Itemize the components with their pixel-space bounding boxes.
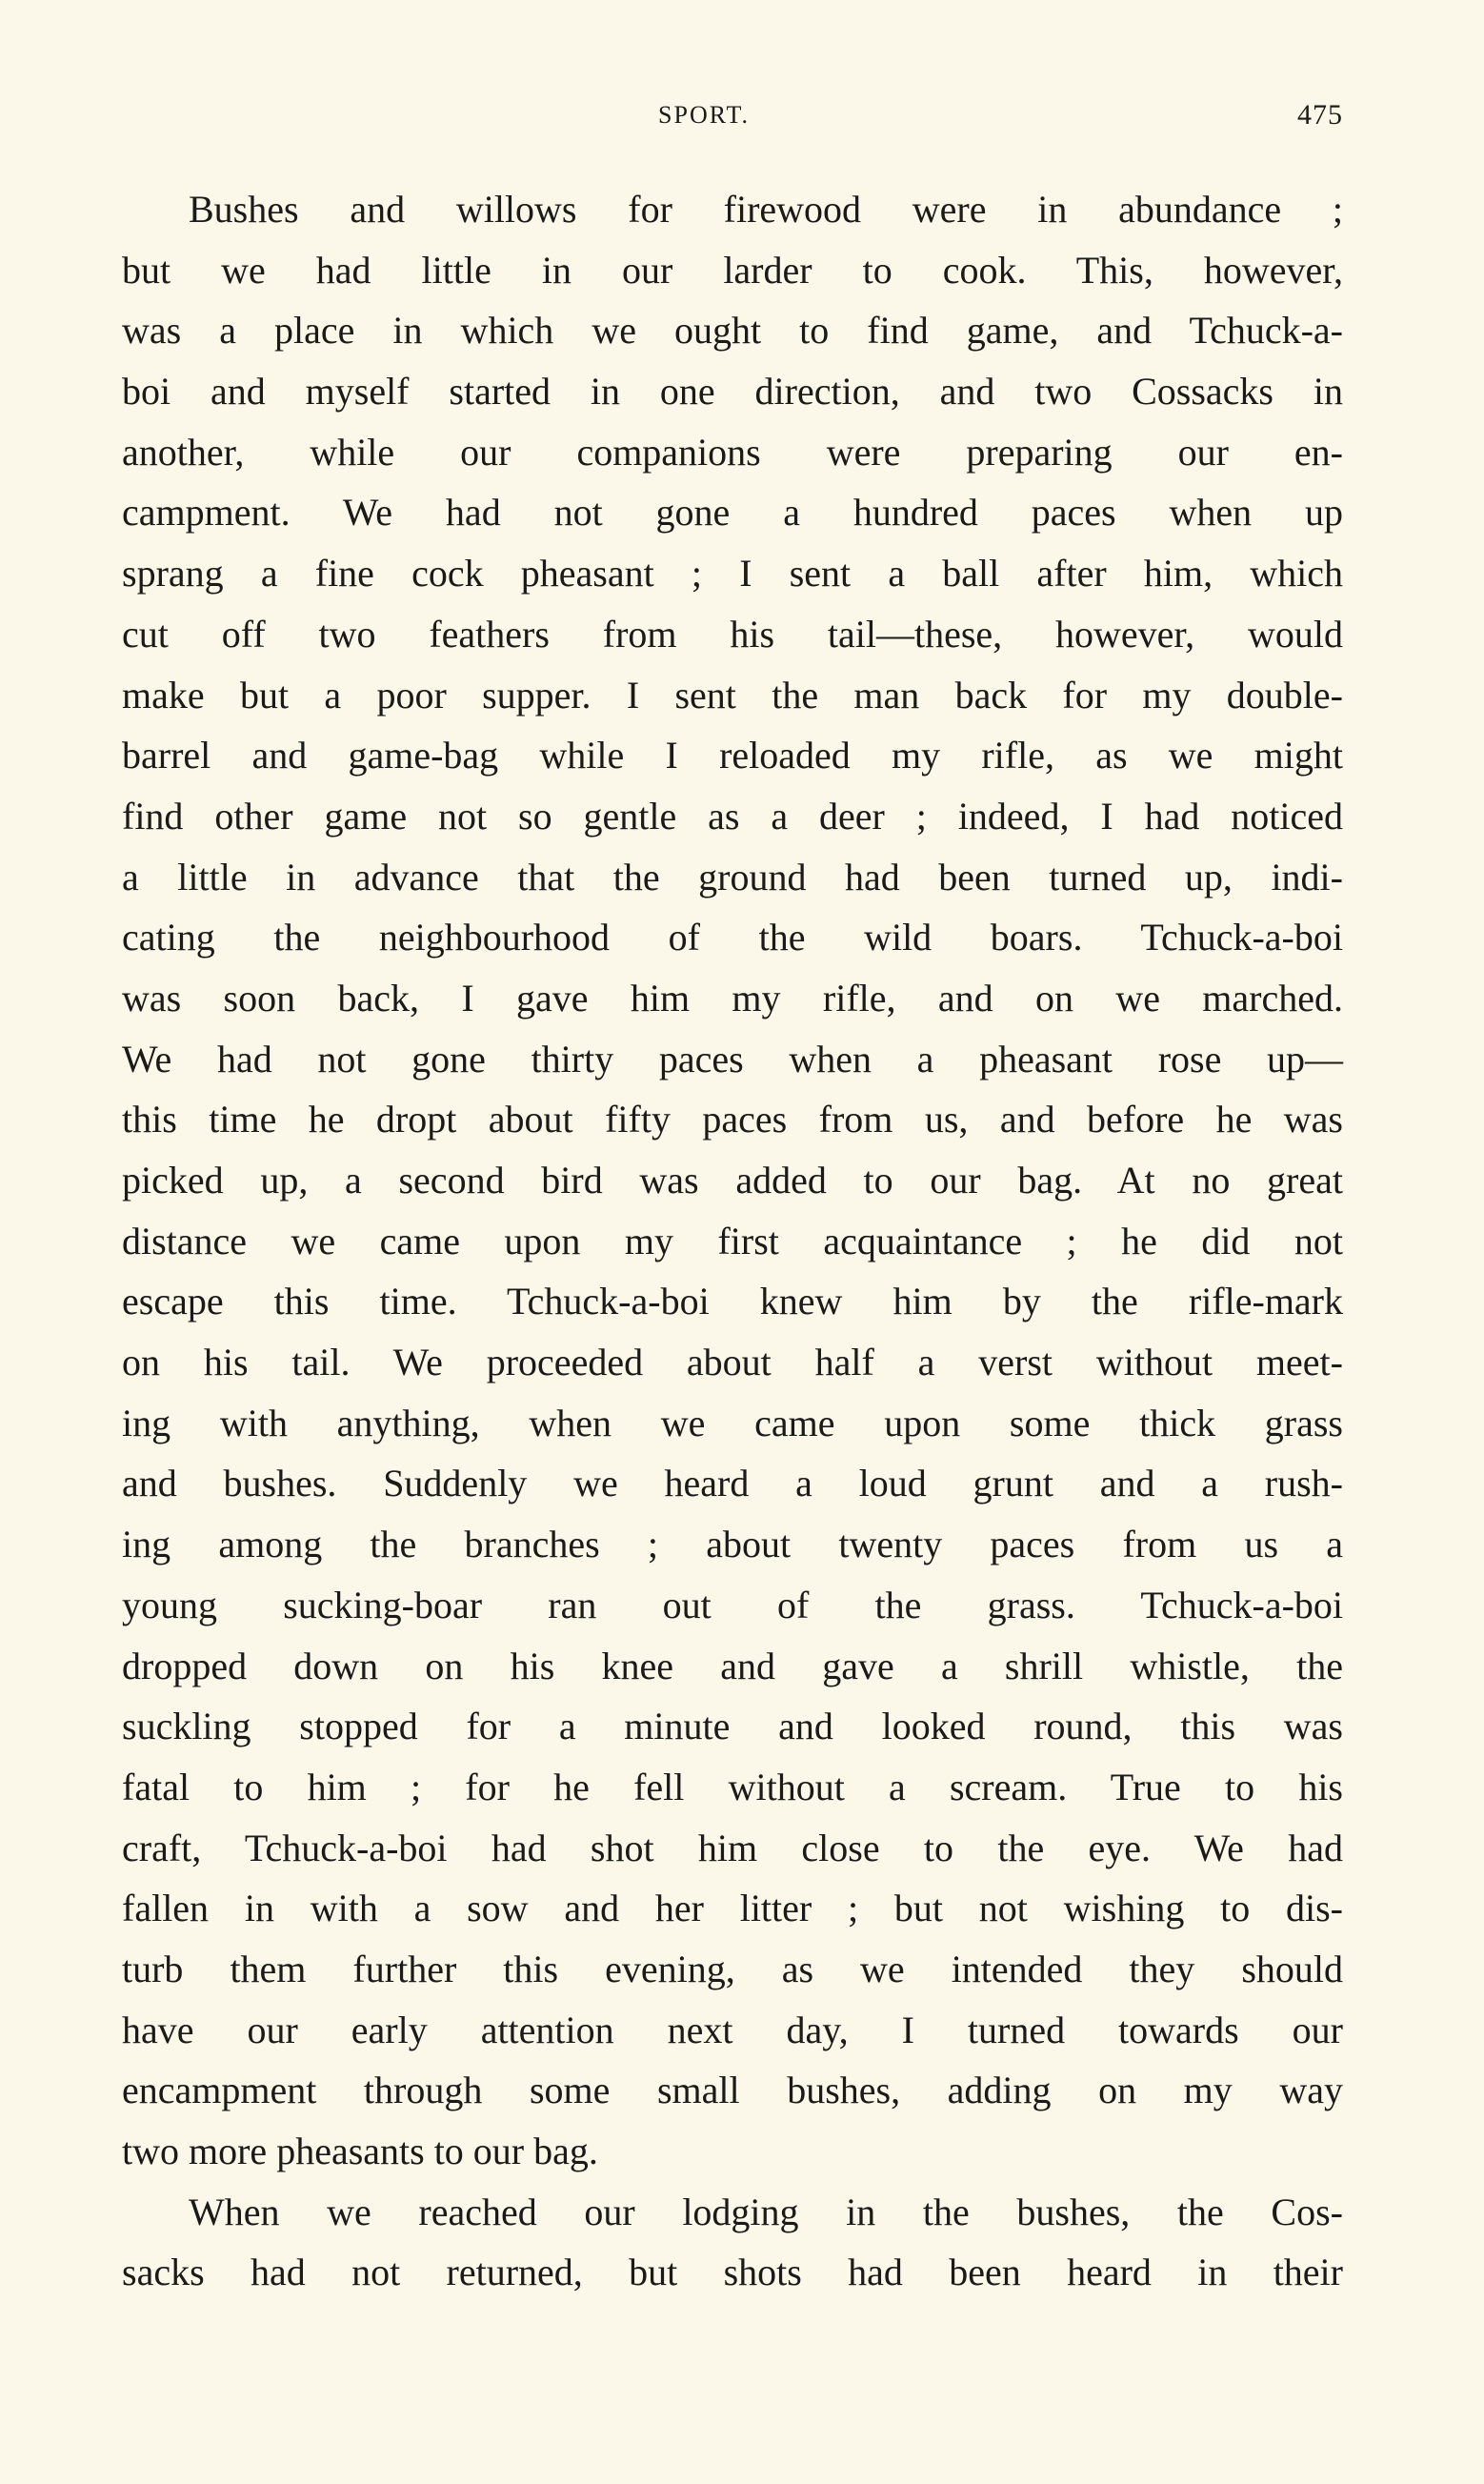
text-line: two more pheasants to our bag.: [122, 2130, 598, 2172]
running-title: SPORT.: [658, 101, 750, 129]
text-line: encampment through some small bushes, adding on my way: [122, 2069, 1343, 2112]
text-line: picked up, a second bird was added to our bag. At no great: [122, 1159, 1343, 1202]
text-line: suckling stopped for a minute and looked round, this was: [122, 1705, 1343, 1748]
text-line: ing among the branches ; about twenty paces from us a: [122, 1523, 1343, 1566]
text-line: turb them further this evening, as we intended they should: [122, 1947, 1343, 1990]
text-line: When we reached our lodging in the bushes, the Cos-: [189, 2190, 1343, 2233]
text-line: this time he dropt about fifty paces from us, and before he was: [122, 1098, 1343, 1141]
text-line: barrel and game-bag while I reloaded my rifle, as we might: [122, 734, 1343, 778]
text-line: escape this time. Tchuck-a-boi knew him by the rifle-mark: [122, 1280, 1343, 1323]
text-line: cut off two feathers from his tail—these, however, would: [122, 612, 1343, 656]
text-line: fallen in with a sow and her litter ; but not wishing to dis-: [122, 1887, 1343, 1930]
text-line: sacks had not returned, but shots had been heard in their: [122, 2251, 1343, 2294]
text-line: fatal to him ; for he fell without a scream. True to his: [122, 1765, 1343, 1808]
text-line: but we had little in our larder to cook. This, however,: [122, 248, 1343, 292]
text-line: dropped down on his knee and gave a shrill whistle, the: [122, 1644, 1343, 1687]
body-text: [122, 179, 1343, 2303]
text-line: distance we came upon my first acquaintance ; he did not: [122, 1219, 1343, 1262]
text-line: make but a poor supper. I sent the man back for my double-: [122, 673, 1343, 717]
text-line: ing with anything, when we came upon some thick grass: [122, 1401, 1343, 1444]
text-line: was soon back, I gave him my rifle, and on we marched.: [122, 976, 1343, 1020]
text-line: young sucking-boar ran out of the grass. Tchuck-a-boi: [122, 1583, 1343, 1626]
text-line: cating the neighbourhood of the wild boars. Tchuck-a-boi: [122, 916, 1343, 959]
text-line: sprang a fine cock pheasant ; I sent a ball after him, which: [122, 552, 1343, 596]
text-line: craft, Tchuck-a-boi had shot him close to the eye. We had: [122, 1826, 1343, 1869]
page-number: 475: [1297, 99, 1343, 131]
running-head: [122, 95, 1343, 133]
text-line: a little in advance that the ground had been turned up, indi-: [122, 855, 1343, 899]
text-line: campment. We had not gone a hundred paces when up: [122, 491, 1343, 535]
text-line: on his tail. We proceeded about half a verst without meet-: [122, 1341, 1343, 1384]
text-line: and bushes. Suddenly we heard a loud grunt and a rush-: [122, 1462, 1343, 1505]
text-line: Bushes and willows for firewood were in abundance ;: [189, 188, 1343, 231]
text-line: have our early attention next day, I turned towards our: [122, 2008, 1343, 2051]
text-line: was a place in which we ought to find game, and Tchuck-a-: [122, 309, 1343, 353]
text-line: We had not gone thirty paces when a pheasant rose up—: [122, 1037, 1343, 1080]
text-line: boi and myself started in one direction, and two Cossacks in: [122, 370, 1343, 414]
text-line: find other game not so gentle as a deer ; indeed, I had noticed: [122, 794, 1343, 838]
text-line: another, while our companions were preparing our en-: [122, 430, 1343, 474]
